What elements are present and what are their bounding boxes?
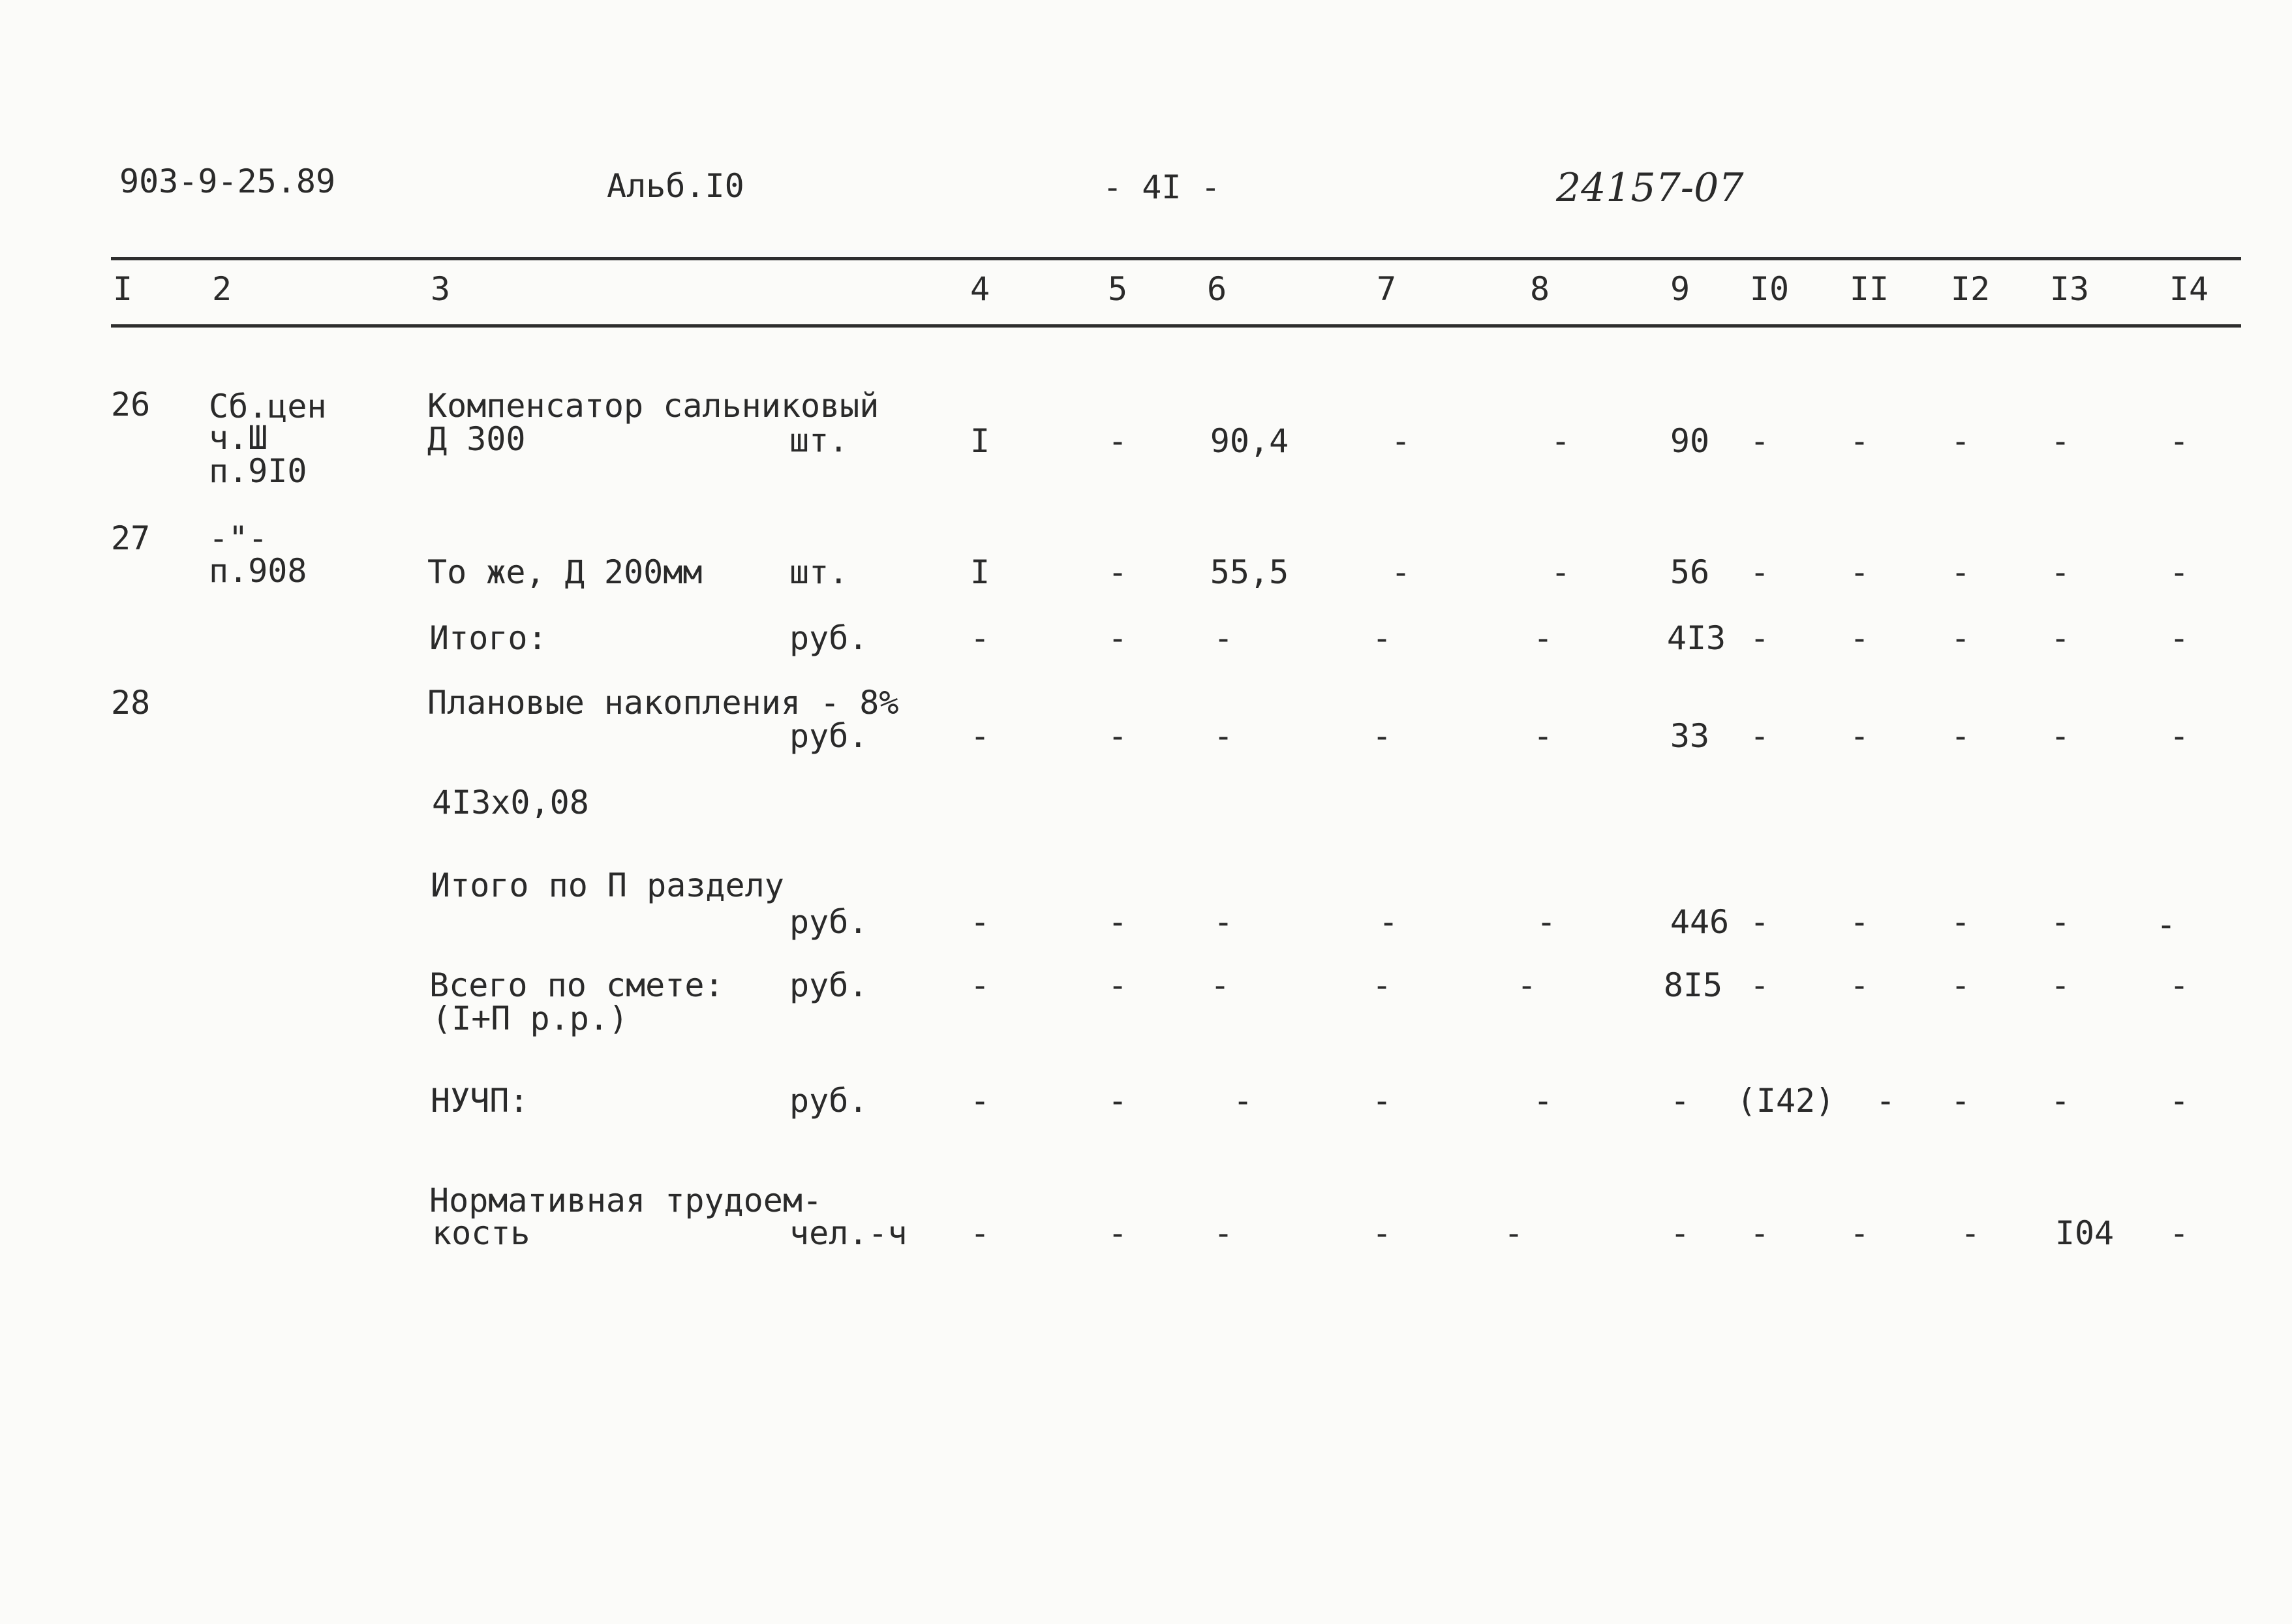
item-name: Итого по П разделу: [431, 866, 784, 904]
cell-c4: -: [970, 1214, 990, 1252]
cell-c8: -: [1503, 1214, 1524, 1252]
cell-c9: 8I5: [1663, 966, 1723, 1004]
cell-c8: -: [1516, 966, 1537, 1004]
col-header-4: 4: [970, 270, 990, 308]
cell-c4: -: [970, 1082, 990, 1120]
cell-c7: -: [1378, 903, 1399, 941]
cell-c9: -: [1670, 1214, 1690, 1252]
cell-c14: -: [2169, 553, 2190, 591]
cell-c10: (I42): [1736, 1082, 1835, 1120]
cell-c5: -: [1107, 717, 1128, 755]
cell-c14: -: [2169, 1082, 2190, 1120]
cell-c10: -: [1749, 619, 1770, 657]
cell-c9: 4I3: [1666, 619, 1726, 657]
cell-c9: 56: [1670, 553, 1710, 591]
cell-c13: -: [2050, 422, 2071, 460]
col-header-9: 9: [1670, 270, 1690, 308]
document-code: 903-9-25.89: [119, 162, 336, 200]
row-number: 26: [111, 386, 151, 423]
cell-c14: -: [2169, 422, 2190, 460]
price-reference: Сб.цен: [209, 388, 327, 425]
unit: руб.: [789, 1082, 868, 1120]
cell-c11: -: [1849, 619, 1870, 657]
cell-c11: -: [1875, 1082, 1896, 1120]
cell-c5: -: [1107, 966, 1128, 1004]
cell-c8: -: [1533, 619, 1553, 657]
cell-c13: -: [2050, 717, 2071, 755]
cell-c5: -: [1107, 1214, 1128, 1252]
unit: руб.: [789, 717, 868, 755]
cell-c14: -: [2169, 1214, 2190, 1252]
cell-c14: -: [2156, 906, 2177, 943]
cell-c14: -: [2169, 966, 2190, 1004]
cell-c4: -: [970, 966, 990, 1004]
cell-c4: -: [970, 717, 990, 755]
cell-c6: -: [1210, 966, 1230, 1004]
cell-c11: -: [1849, 717, 1870, 755]
item-name: Компенсатор сальниковый: [427, 387, 879, 425]
item-name: Итого:: [429, 619, 547, 657]
cell-c13: -: [2050, 903, 2071, 941]
cell-c7: -: [1371, 619, 1392, 657]
cell-c13: -: [2050, 966, 2071, 1004]
unit: руб.: [789, 903, 868, 941]
col-header-2: 2: [212, 270, 232, 308]
cell-c8: -: [1550, 422, 1571, 460]
col-header-10: I0: [1749, 270, 1790, 308]
cell-c6: 90,4: [1210, 422, 1289, 460]
item-name: НУЧП:: [431, 1082, 529, 1120]
col-header-6: 6: [1206, 270, 1227, 308]
cell-c13: -: [2050, 619, 2071, 657]
album-number: Альб.I0: [607, 167, 744, 205]
cell-c5: -: [1107, 553, 1128, 591]
cell-c8: -: [1533, 717, 1553, 755]
unit: руб.: [789, 966, 868, 1004]
cell-c10: -: [1749, 1214, 1770, 1252]
col-header-11: II: [1849, 270, 1889, 308]
item-name: Нормативная трудоем-: [429, 1182, 823, 1219]
cell-c9: 90: [1670, 422, 1710, 460]
col-header-13: I3: [2049, 270, 2090, 308]
price-reference: -"-: [209, 519, 268, 557]
cell-c13: I04: [2055, 1214, 2115, 1252]
cell-c4: -: [970, 903, 990, 941]
cell-c10: -: [1749, 553, 1770, 591]
price-reference: п.9I0: [209, 452, 307, 490]
col-header-3: 3: [431, 270, 451, 308]
price-reference: ч.Ш: [209, 419, 268, 457]
price-reference: п.908: [209, 552, 307, 590]
cell-c9: 33: [1670, 717, 1710, 755]
cell-c14: -: [2169, 619, 2190, 657]
cell-c9: -: [1670, 1082, 1690, 1120]
col-header-1: I: [113, 270, 133, 308]
cell-c12: -: [1950, 966, 1971, 1004]
cell-c6: -: [1213, 717, 1234, 755]
cell-c13: -: [2050, 553, 2071, 591]
unit: чел.-ч: [789, 1214, 908, 1252]
cell-c11: -: [1849, 422, 1870, 460]
item-name: То же, Д 200мм: [427, 553, 703, 591]
cell-c6: 55,5: [1210, 553, 1289, 591]
cell-c12: -: [1950, 717, 1971, 755]
cell-c5: -: [1107, 422, 1128, 460]
col-header-5: 5: [1107, 270, 1128, 308]
cell-c11: -: [1849, 903, 1870, 941]
cell-c13: -: [2050, 1082, 2071, 1120]
table-top-rule: [111, 257, 2241, 260]
cell-c7: -: [1371, 966, 1392, 1004]
cell-c8: -: [1536, 903, 1557, 941]
cell-c11: -: [1849, 553, 1870, 591]
cell-c8: -: [1550, 553, 1571, 591]
col-header-7: 7: [1376, 270, 1397, 308]
unit: шт.: [789, 421, 849, 459]
cell-c10: -: [1749, 903, 1770, 941]
item-name: кость: [432, 1214, 530, 1252]
unit: шт.: [789, 553, 849, 591]
unit: руб.: [789, 619, 868, 657]
cell-c14: -: [2169, 717, 2190, 755]
cell-c7: -: [1371, 1082, 1392, 1120]
cell-c4: I: [970, 553, 990, 591]
cell-c4: I: [970, 422, 990, 460]
cell-c10: -: [1749, 966, 1770, 1004]
cell-c9: 446: [1670, 903, 1730, 941]
cell-c5: -: [1107, 903, 1128, 941]
cell-c5: -: [1107, 1082, 1128, 1120]
cell-c12: -: [1950, 1082, 1971, 1120]
item-name: Плановые накопления - 8%: [427, 684, 899, 722]
col-header-12: I2: [1950, 270, 1991, 308]
cell-c12: -: [1950, 903, 1971, 941]
cell-c7: -: [1371, 717, 1392, 755]
cell-c8: -: [1533, 1082, 1553, 1120]
cell-c7: -: [1371, 1214, 1392, 1252]
page-number: - 4I -: [1103, 168, 1221, 206]
cell-c6: -: [1232, 1082, 1253, 1120]
handwritten-number: 24157-07: [1556, 165, 1744, 211]
item-name: (I+П р.р.): [432, 1000, 629, 1037]
item-name: Д 300: [427, 420, 526, 458]
cell-c12: -: [1960, 1214, 1981, 1252]
col-header-14: I4: [2169, 270, 2209, 308]
row-number: 27: [111, 519, 151, 557]
cell-c12: -: [1950, 619, 1971, 657]
cell-c10: -: [1749, 422, 1770, 460]
cell-c7: -: [1390, 422, 1411, 460]
cell-c5: -: [1107, 619, 1128, 657]
cell-c12: -: [1950, 422, 1971, 460]
cell-c4: -: [970, 619, 990, 657]
col-header-8: 8: [1529, 270, 1550, 308]
row-number: 28: [111, 684, 151, 722]
cell-c7: -: [1390, 553, 1411, 591]
cell-c6: -: [1213, 1214, 1234, 1252]
item-name: Всего по смете:: [429, 966, 724, 1004]
formula: 4I3х0,08: [432, 784, 589, 821]
table-header-rule: [111, 324, 2241, 328]
cell-c6: -: [1213, 619, 1234, 657]
cell-c10: -: [1749, 717, 1770, 755]
cell-c11: -: [1849, 1214, 1870, 1252]
cell-c11: -: [1849, 966, 1870, 1004]
cell-c6: -: [1213, 903, 1234, 941]
cell-c12: -: [1950, 553, 1971, 591]
